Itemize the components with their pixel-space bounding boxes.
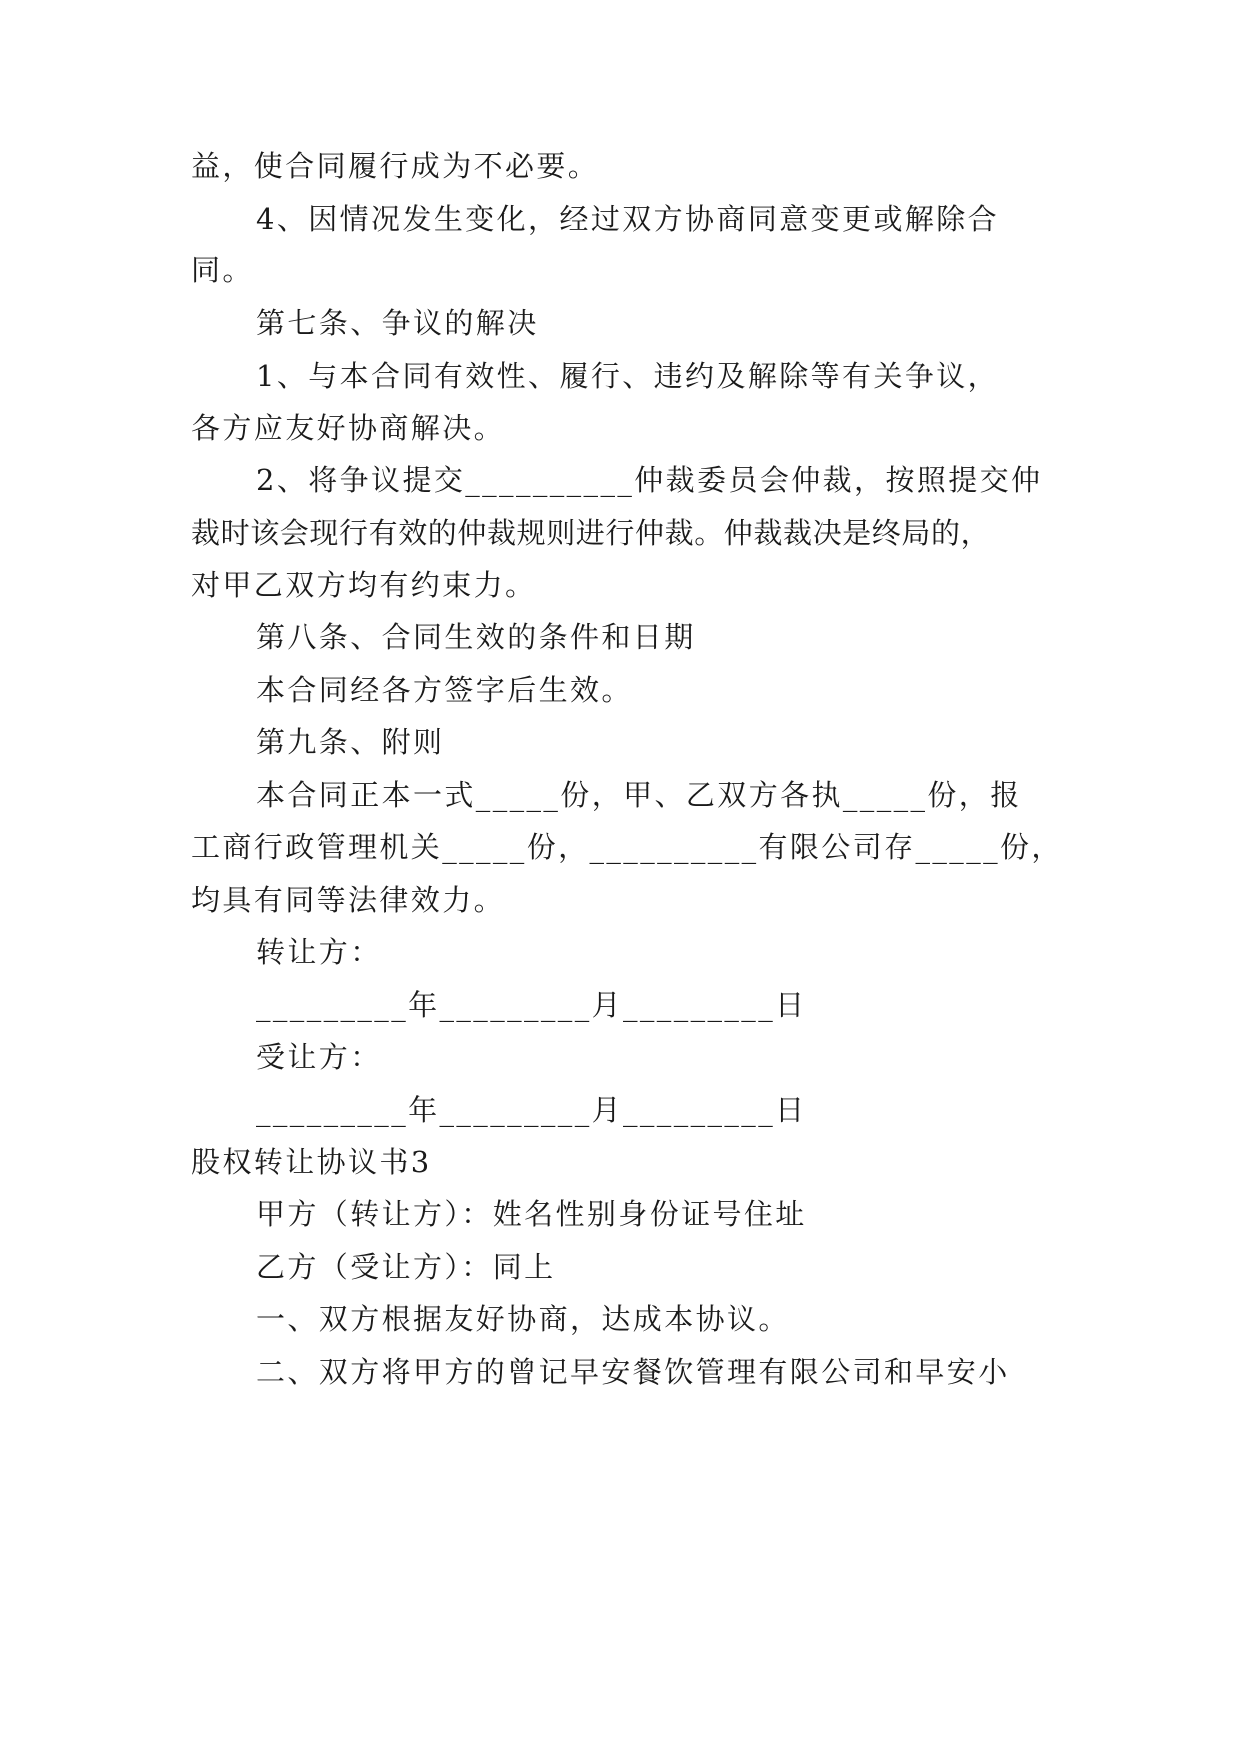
paragraph-line: 各方应友好协商解决。: [191, 411, 506, 445]
paragraph-line: 1、与本合同有效性、履行、违约及解除等有关争议，: [256, 359, 1000, 393]
section-heading: 第九条、附则: [256, 725, 445, 759]
paragraph-line: 同。: [191, 253, 254, 287]
paragraph-line: 二、双方将甲方的曾记早安餐饮管理有限公司和早安小: [256, 1355, 1010, 1389]
date-line: _________年_________月_________日: [256, 1093, 807, 1127]
paragraph-line: 裁时该会现行有效的仲裁规则进行仲裁。仲裁裁决是终局的，: [191, 516, 991, 550]
paragraph-line: 4、因情况发生变化，经过双方协商同意变更或解除合: [256, 202, 1000, 236]
document-title: 股权转让协议书3: [191, 1145, 432, 1179]
section-heading: 第八条、合同生效的条件和日期: [256, 620, 696, 654]
paragraph-line: 乙方（受让方）：同上: [256, 1250, 556, 1284]
signature-label: 受让方：: [256, 1040, 382, 1074]
paragraph-line: 对甲乙双方均有约束力。: [191, 568, 537, 602]
paragraph-line: 2、将争议提交__________仲裁委员会仲裁，按照提交仲: [256, 463, 1043, 497]
signature-label: 转让方：: [256, 935, 382, 969]
paragraph-line: 本合同正本一式_____份，甲、乙双方各执_____份，报: [256, 778, 1022, 812]
section-heading: 第七条、争议的解决: [256, 306, 539, 340]
paragraph-line: 工商行政管理机关_____份，__________有限公司存_____份，: [191, 830, 1063, 864]
date-line: _________年_________月_________日: [256, 988, 807, 1022]
paragraph-line: 均具有同等法律效力。: [191, 883, 506, 917]
paragraph-line: 一、双方根据友好协商，达成本协议。: [256, 1302, 790, 1336]
paragraph-line: 本合同经各方签字后生效。: [256, 673, 633, 707]
paragraph-line: 益，使合同履行成为不必要。: [191, 149, 600, 183]
paragraph-line: 甲方（转让方）：姓名性别身份证号住址: [256, 1197, 807, 1231]
